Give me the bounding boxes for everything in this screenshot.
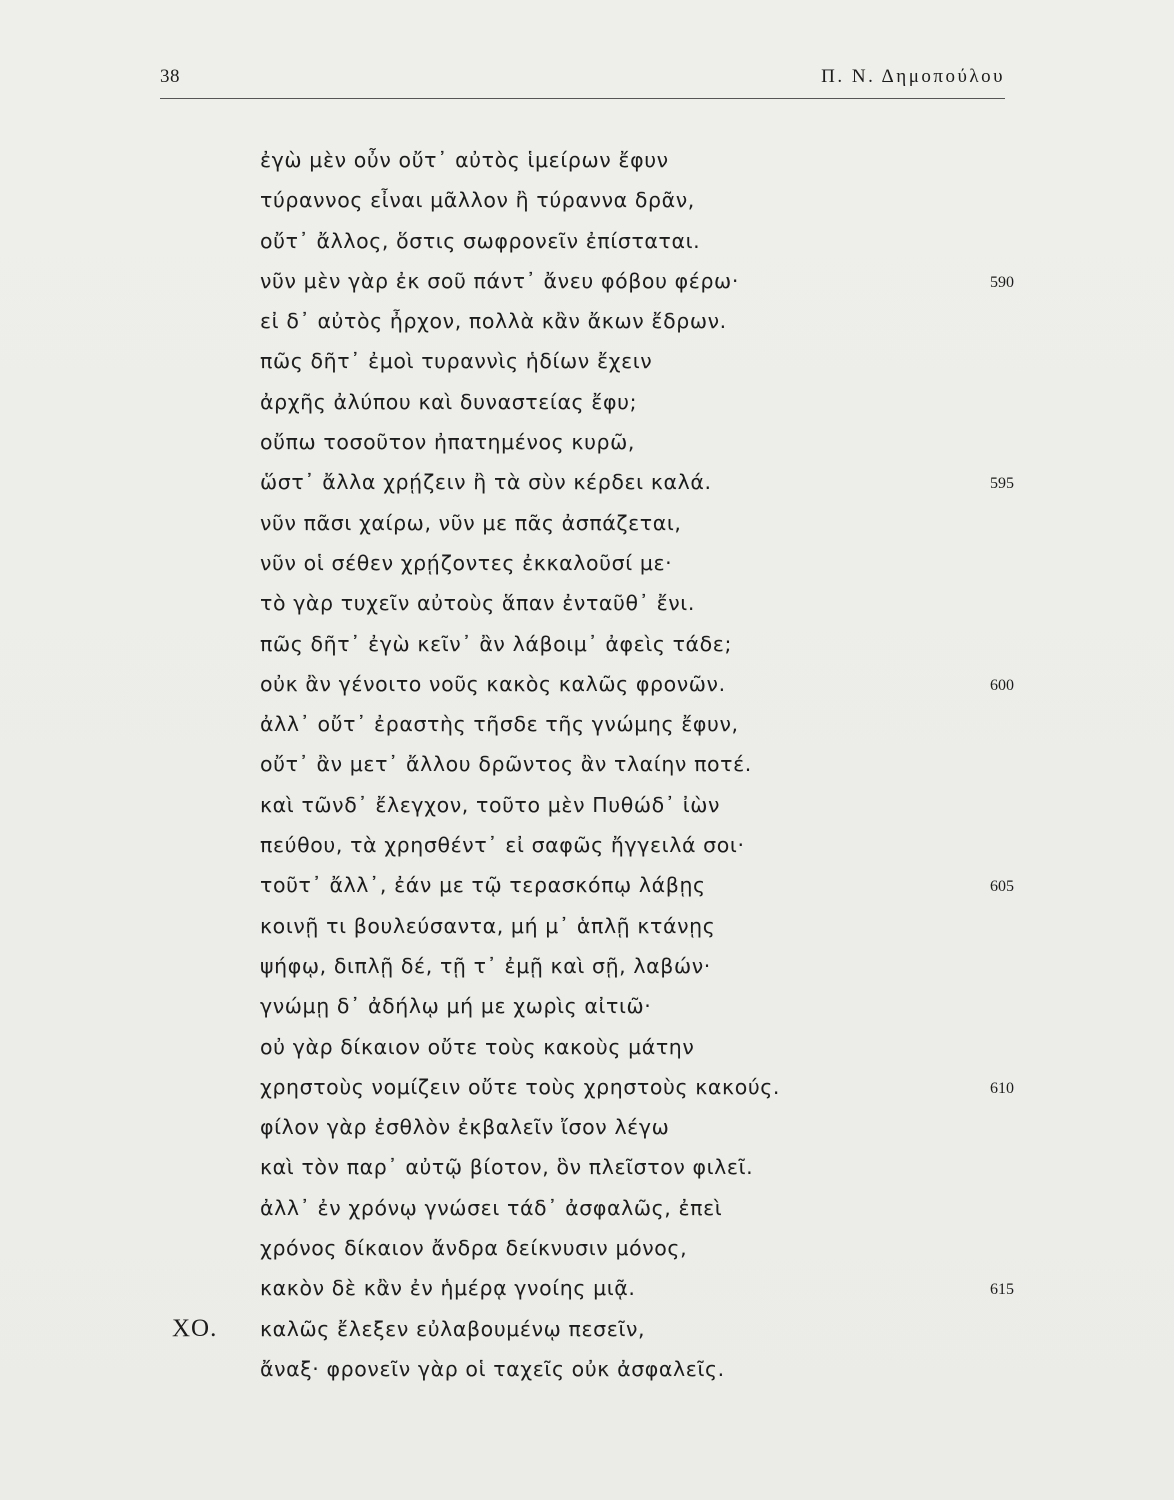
verse-text: χρόνος δίκαιον ἄνδρα δείκνυσιν μόνος, <box>260 1236 688 1261</box>
verse-text: χρηστοὺς νομίζειν οὔτε τοὺς χρηστοὺς κακούς. <box>260 1074 781 1099</box>
running-head-author: Π. Ν. Δημοπούλου <box>821 66 1005 87</box>
line-number: 600 <box>990 676 1014 694</box>
verse-line <box>0 261 1174 301</box>
verse-line <box>0 1027 1174 1067</box>
verse-text: νῦν μὲν γὰρ ἐκ σοῦ πάντ᾽ ἄνευ φόβου φέρω· <box>260 268 739 293</box>
verse-line <box>0 1188 1174 1228</box>
verse-text: οὔτ᾽ ἂν μετ᾽ ἄλλου δρῶντος ἂν τλαίην ποτέ. <box>260 752 752 777</box>
verse-line <box>0 825 1174 865</box>
verse-text: κοινῇ τι βουλεύσαντα, μή μ᾽ ἁπλῇ κτάνῃς <box>260 913 716 938</box>
verse-text: καλῶς ἔλεξεν εὐλαβουμένῳ πεσεῖν, <box>260 1316 646 1341</box>
verse-line <box>0 946 1174 986</box>
verse-line <box>0 583 1174 623</box>
verse-line <box>0 462 1174 502</box>
verse-line <box>0 986 1174 1026</box>
verse-text: ἀλλ᾽ ἐν χρόνῳ γνώσει τάδ᾽ ἀσφαλῶς, ἐπεὶ <box>260 1195 723 1220</box>
verse-line <box>0 180 1174 220</box>
verse-line <box>0 1147 1174 1187</box>
verse-text: νῦν οἱ σέθεν χρῄζοντες ἐκκαλοῦσί με· <box>260 550 673 575</box>
verse-text: πεύθου, τὰ χρησθέντ᾽ εἰ σαφῶς ἤγγειλά σοι· <box>260 833 745 858</box>
verse-text: γνώμῃ δ᾽ ἀδήλῳ μή με χωρὶς αἰτιῶ· <box>260 994 652 1019</box>
verse-text: κακὸν δὲ κἂν ἐν ἡμέρᾳ γνοίης μιᾷ. <box>260 1276 636 1301</box>
verse-text: ἀρχῆς ἀλύπου καὶ δυναστείας ἔφυ; <box>260 389 638 414</box>
verse-line <box>0 1268 1174 1308</box>
verse-text: οὐ γὰρ δίκαιον οὔτε τοὺς κακοὺς μάτην <box>260 1034 695 1059</box>
verse-line <box>0 906 1174 946</box>
verse-line <box>0 865 1174 905</box>
verse-line <box>0 422 1174 462</box>
verse-line <box>0 1067 1174 1107</box>
verse-line <box>0 704 1174 744</box>
verse-line <box>0 1309 1174 1349</box>
verse-line <box>0 301 1174 341</box>
verse-text: ὥστ᾽ ἄλλα χρῄζειν ἢ τὰ σὺν κέρδει καλά. <box>260 470 712 495</box>
verse-line <box>0 1107 1174 1147</box>
verse-text: καὶ τὸν παρ᾽ αὐτῷ βίοτον, ὃν πλεῖστον φιλεῖ. <box>260 1155 754 1180</box>
verse-text: πῶς δῆτ᾽ ἐμοὶ τυραννὶς ἡδίων ἔχειν <box>260 349 653 374</box>
speaker-label: ΧΟ. <box>172 1314 218 1342</box>
page-header <box>160 66 1005 100</box>
verse-text: ἄναξ· φρονεῖν γὰρ οἱ ταχεῖς οὐκ ἀσφαλεῖς. <box>260 1356 725 1381</box>
verse-text-block <box>0 140 1174 1389</box>
verse-line <box>0 341 1174 381</box>
verse-line <box>0 664 1174 704</box>
verse-text: ἐγὼ μὲν οὖν οὔτ᾽ αὐτὸς ἱμείρων ἔφυν <box>260 148 669 172</box>
line-number: 605 <box>990 878 1014 896</box>
verse-text: τὸ γὰρ τυχεῖν αὐτοὺς ἅπαν ἐνταῦθ᾽ ἔνι. <box>260 591 695 616</box>
line-number: 595 <box>990 475 1014 493</box>
verse-text: οὐκ ἂν γένοιτο νοῦς κακὸς καλῶς φρονῶν. <box>260 671 726 696</box>
verse-line <box>0 543 1174 583</box>
verse-text: ἀλλ᾽ οὔτ᾽ ἐραστὴς τῆσδε τῆς γνώμης ἔφυν, <box>260 712 739 737</box>
line-number: 610 <box>990 1079 1014 1097</box>
verse-text: οὔτ᾽ ἄλλος, ὅστις σωφρονεῖν ἐπίσταται. <box>260 228 701 253</box>
line-number: 615 <box>990 1281 1014 1299</box>
verse-line <box>0 140 1174 180</box>
verse-text: φίλον γὰρ ἐσθλὸν ἐκβαλεῖν ἴσον λέγω <box>260 1115 670 1140</box>
verse-text: τύραννος εἶναι μᾶλλον ἢ τύραννα δρᾶν, <box>260 188 695 213</box>
verse-text: οὔπω τοσοῦτον ἠπατημένος κυρῶ, <box>260 430 636 455</box>
verse-line <box>0 744 1174 784</box>
verse-line <box>0 1228 1174 1268</box>
verse-line <box>0 382 1174 422</box>
verse-text: νῦν πᾶσι χαίρω, νῦν με πᾶς ἀσπάζεται, <box>260 510 682 535</box>
header-rule <box>160 98 1005 99</box>
verse-text: πῶς δῆτ᾽ ἐγὼ κεῖν᾽ ἂν λάβοιμ᾽ ἀφεὶς τάδε; <box>260 631 732 656</box>
verse-text: ψήφῳ, διπλῇ δέ, τῇ τ᾽ ἐμῇ καὶ σῇ, λαβών· <box>260 953 711 978</box>
verse-line <box>0 221 1174 261</box>
verse-text: τοῦτ᾽ ἄλλ᾽, ἐάν με τῷ τερασκόπῳ λάβῃς <box>260 873 706 898</box>
verse-line <box>0 1349 1174 1389</box>
page-number: 38 <box>160 66 180 87</box>
verse-text: καὶ τῶνδ᾽ ἔλεγχον, τοῦτο μὲν Πυθώδ᾽ ἰὼν <box>260 792 721 817</box>
verse-line <box>0 785 1174 825</box>
line-number: 590 <box>990 273 1014 291</box>
verse-line <box>0 503 1174 543</box>
verse-line <box>0 624 1174 664</box>
verse-text: εἰ δ᾽ αὐτὸς ἦρχον, πολλὰ κἂν ἄκων ἔδρων. <box>260 309 727 334</box>
